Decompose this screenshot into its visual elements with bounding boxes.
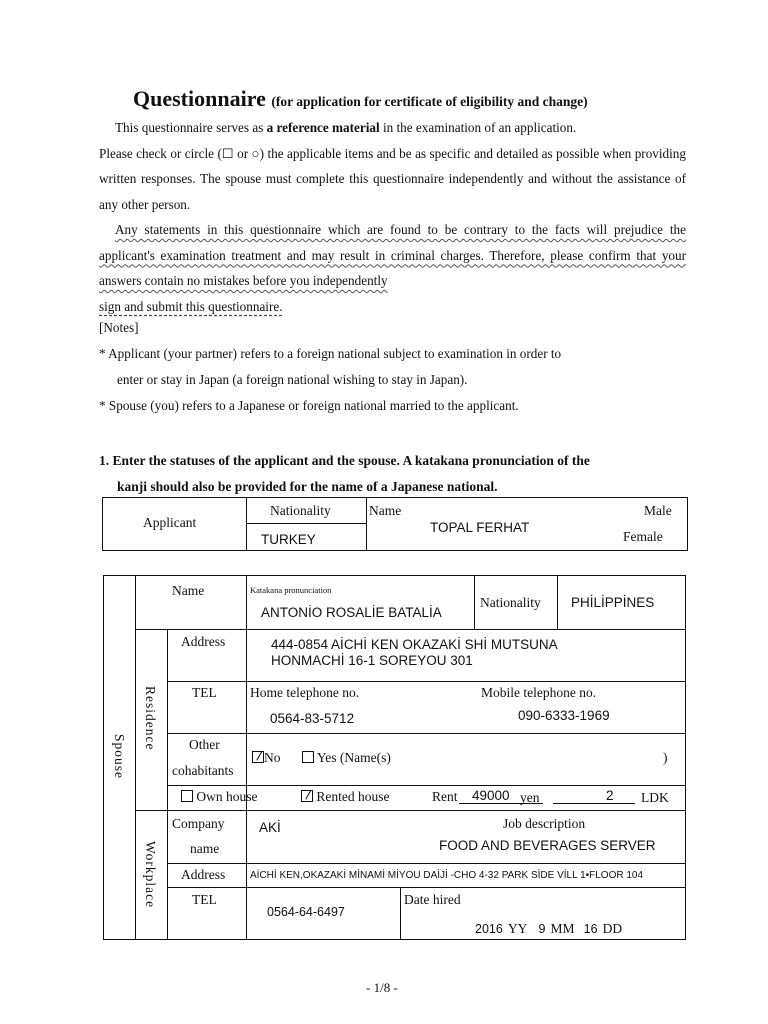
applicant-nationality-label: Nationality bbox=[270, 503, 331, 518]
date-hired-label: Date hired bbox=[404, 892, 461, 907]
job-description-label: Job description bbox=[503, 816, 586, 831]
hired-month[interactable]: 9 bbox=[538, 922, 546, 936]
hired-year[interactable]: 2016 bbox=[475, 922, 503, 936]
warning-paragraph bbox=[99, 217, 686, 319]
own-house-label: Own house bbox=[196, 789, 258, 804]
ldk-underline bbox=[553, 803, 635, 804]
notes-heading: [Notes] bbox=[99, 320, 139, 335]
company-label-2: name bbox=[190, 841, 220, 856]
company-value[interactable]: AKİ bbox=[259, 820, 281, 835]
workplace-tel-value[interactable]: 0564-64-6497 bbox=[267, 905, 345, 919]
applicant-male-option[interactable]: Male bbox=[644, 503, 672, 518]
subtitle-text: (for application for certificate of eligibility and change) bbox=[271, 94, 588, 109]
section-1-heading-b: kanji should also be provided for the name of a Japanese national. bbox=[117, 479, 498, 494]
yen-label: yen bbox=[520, 790, 540, 805]
warning-text: Any statements in this questionnaire which are found to be contrary to the facts will prejudice the applicant's examination treatment and may result in criminal charges. Therefore, please confirm that your answers contain no mistakes before you independently bbox=[99, 222, 686, 288]
ldk-value[interactable]: 2 bbox=[606, 788, 614, 803]
katakana-label: Katakana pronunciation bbox=[250, 585, 332, 595]
workplace-address-label: Address bbox=[181, 867, 226, 882]
residence-address-line-2[interactable]: HONMACHİ 16-1 SOREYOU 301 bbox=[271, 653, 473, 668]
residence-address-label: Address bbox=[181, 634, 226, 649]
applicant-female-option[interactable]: Female bbox=[623, 529, 663, 544]
intro-rest: Please check or circle (☐ or ○) the applicable items and be as specific and detailed as possible when providing written responses. The spouse must complete this questionnaire independently and without the assistance of any other person. bbox=[99, 145, 686, 212]
workplace-tel-label: TEL bbox=[192, 892, 217, 907]
spouse-nationality-value[interactable]: PHİLİPPİNES bbox=[571, 595, 655, 610]
residence-label: Residence bbox=[143, 686, 158, 751]
rented-house-label: Rented house bbox=[316, 789, 390, 804]
checkbox-icon[interactable] bbox=[302, 751, 314, 763]
residence-address-line-1[interactable]: 444-0854 AİCHİ KEN OKAZAKİ SHİ MUTSUNA bbox=[271, 637, 558, 652]
ldk-label: LDK bbox=[641, 790, 669, 805]
cohabitants-label-1: Other bbox=[189, 737, 220, 752]
close-paren: ) bbox=[663, 750, 668, 765]
workplace-address-value[interactable]: AİCHİ KEN,OKAZAKİ MİNAMİ MİYOU DAİJİ -CHO 4-32 PARK SİDE VİLL 1•FLOOR 104 bbox=[250, 870, 644, 881]
title-text: Questionnaire bbox=[133, 86, 266, 111]
job-description-value[interactable]: FOOD AND BEVERAGES SERVER bbox=[439, 838, 656, 853]
yes-label: Yes (Name(s) bbox=[316, 750, 391, 765]
cohabitants-no-option[interactable] bbox=[252, 750, 281, 766]
note-2: * Spouse (you) refers to a Japanese or foreign national married to the applicant. bbox=[99, 398, 519, 413]
intro-paragraph bbox=[99, 115, 686, 217]
applicant-table bbox=[102, 497, 688, 551]
date-hired-value[interactable] bbox=[475, 918, 622, 937]
home-tel-label: Home telephone no. bbox=[250, 685, 360, 700]
spouse-label: Spouse bbox=[112, 734, 127, 780]
warning-text-end: sign and submit this questionnaire. bbox=[99, 298, 283, 314]
spouse-name-label: Name bbox=[172, 583, 205, 598]
no-label: No bbox=[264, 750, 281, 765]
applicant-nationality-value[interactable]: TURKEY bbox=[261, 532, 316, 547]
cohabitants-yes-option[interactable] bbox=[302, 750, 391, 766]
note-1: * Applicant (your partner) refers to a foreign national subject to examination in order to bbox=[99, 346, 562, 361]
intro-post: in the examination of an application. bbox=[379, 120, 577, 135]
own-house-option[interactable] bbox=[181, 789, 258, 805]
mobile-tel-value[interactable]: 090-6333-1969 bbox=[518, 708, 610, 723]
section-1-heading bbox=[99, 448, 689, 500]
applicant-name-value[interactable]: TOPAL FERHAT bbox=[430, 520, 530, 535]
intro-pre: This questionnaire serves as bbox=[115, 120, 267, 135]
spouse-name-value[interactable]: ANTONİO ROSALİE BATALİA bbox=[261, 605, 442, 620]
intro-line-1 bbox=[99, 115, 686, 141]
company-label-1: Company bbox=[172, 816, 225, 831]
spouse-table bbox=[103, 575, 686, 940]
mobile-tel-label: Mobile telephone no. bbox=[481, 685, 597, 700]
applicant-label: Applicant bbox=[143, 515, 197, 530]
page-number: - 1/8 - bbox=[366, 980, 398, 995]
note-1-cont: enter or stay in Japan (a foreign national wishing to stay in Japan). bbox=[117, 372, 468, 387]
workplace-label: Workplace bbox=[143, 841, 158, 909]
hired-day[interactable]: 16 bbox=[583, 922, 598, 936]
applicant-name-label: Name bbox=[369, 503, 402, 518]
year-unit: YY bbox=[507, 921, 528, 936]
cohabitants-label-2: cohabitants bbox=[172, 763, 234, 778]
residence-tel-label: TEL bbox=[192, 685, 217, 700]
checkbox-checked-icon[interactable] bbox=[301, 790, 313, 802]
checkbox-checked-icon[interactable] bbox=[252, 751, 264, 763]
rented-house-option[interactable] bbox=[301, 789, 390, 805]
rent-label: Rent bbox=[432, 789, 458, 804]
section-1-heading-a: 1. Enter the statuses of the applicant and the spouse. A katakana pronunciation of the bbox=[99, 453, 590, 468]
day-unit: DD bbox=[602, 921, 623, 936]
month-unit: MM bbox=[550, 921, 575, 936]
page-title bbox=[133, 86, 588, 112]
intro-bold: a reference material bbox=[266, 120, 380, 135]
spouse-nationality-label: Nationality bbox=[480, 595, 541, 610]
rent-value[interactable]: 49000 bbox=[472, 788, 510, 803]
home-tel-value[interactable]: 0564-83-5712 bbox=[270, 711, 355, 726]
checkbox-icon[interactable] bbox=[181, 790, 193, 802]
